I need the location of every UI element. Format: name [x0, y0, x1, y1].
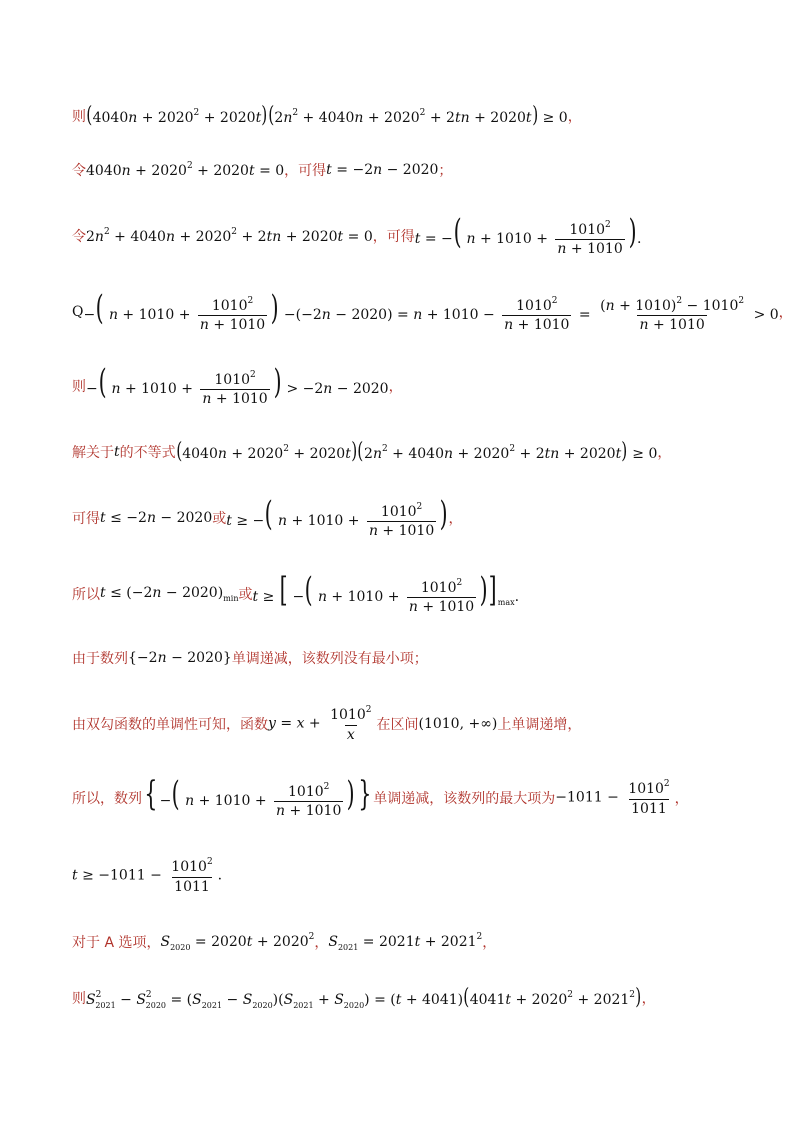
line-12: t ≥ −1011 − $\frac{1010^2}{1011}$ . — [72, 857, 223, 895]
line-10: 由双勾函数的单调性可知，函数 y = x + $\frac{1010^2}{x}$ 在区间 (1010, +∞) 上单调递增， — [72, 705, 582, 743]
line-1: 则 $(4040n + 2020^2 + 2020t)(2n^2 + 4040n + 2020^2 + 2tn + 2020t) \ge 0$ ， — [72, 103, 582, 128]
math-expression: 4040n + 2020$^2$ + 2020t = 0 — [86, 161, 285, 179]
math-expression: −( n + 1010 + $\frac{1010^2}{n + 1010}$ ) > −2n − 2020 — [86, 361, 389, 408]
line-14: 则 $S^2_{2021} - S^2_{2020} = (S_{2021} - S_{2020})(S_{2021} + S_{2020}) = (t + 4041)(4041t + 2020^2 + 2021^2)$ ， — [72, 984, 656, 1010]
math-expression: −( n + 1010 + $\frac{1010^2}{n + 1010}$ ) −(−2n − 2020) = n + 1010 − $\frac{1010^2}{n + 1010}$ = $\frac{(n + 1010)^2 - 1010^2}{n + 1010}$ > 0 — [83, 287, 779, 334]
line-6: 解关于 t 的不等式 $(4040n + 2020^2 + 2020t)(2n^2 + 4040n + 2020^2 + 2tn + 2020t) \ge 0$ ， — [72, 439, 672, 464]
line-3: 令 $2n^2 + 4040n + 2020^2 + 2tn + 2020t = 0$ ，可得 t = −( n + 1010 + $\frac{1010^2}{n + 1010}$ ). — [72, 211, 642, 258]
word-ze: 则 — [72, 109, 86, 125]
line-5: 则 −( n + 1010 + $\frac{1010^2}{n + 1010}$ ) > −2n − 2020 ， — [72, 361, 403, 408]
math-expression: $2n^2 + 4040n + 2020^2 + 2tn + 2020t = 0$ — [86, 227, 373, 245]
line-4: Q −( n + 1010 + $\frac{1010^2}{n + 1010}$ ) −(−2n − 2020) = n + 1010 − $\frac{1010^2}{n + 1010}$ = $\frac{(n + 1010)^2 - 1010^2}{n + 1010}$ > 0 ， — [72, 287, 793, 334]
line-9: 由于数列 {−2n − 2020} 单调递减，该数列没有最小项； — [72, 650, 428, 667]
math-expression: $(4040n + 2020^2 + 2020t)(2n^2 + 4040n + 2020^2 + 2tn + 2020t) \ge 0$ — [86, 103, 568, 128]
line-7: 可得 t ≤ −2n − 2020 或 t ≥ −( n + 1010 + $\frac{1010^2}{n + 1010}$ ) ， — [72, 493, 463, 540]
line-2: 令 4040n + 2020$^2$ + 2020t = 0 ，可得 t = −2n − 2020 ； — [72, 161, 453, 179]
line-8: 所以 $t \le (-2n - 2020)_{min}$ 或 t ≥ [ −( n + 1010 + $\frac{1010^2}{n + 1010}$ )]$_{max}$. — [72, 569, 520, 616]
math-expression: $(4040n + 2020^2 + 2020t)(2n^2 + 4040n + 2020^2 + 2tn + 2020t) \ge 0$ — [175, 439, 658, 464]
fraction: $\frac{1010^2}{n + 1010}$ — [557, 220, 623, 258]
line-11: 所以，数列 { −( n + 1010 + $\frac{1010^2}{n + 1010}$ )} 单调递减，该数列的最大项为 −1011 − $\frac{1010^2}{1011}$ ， — [72, 773, 689, 820]
line-13: 对于 A 选项， $S_{2020} = 2020t + 2020^2$ ， $S_{2021} = 2021t + 2021^2$ ， — [72, 932, 497, 952]
